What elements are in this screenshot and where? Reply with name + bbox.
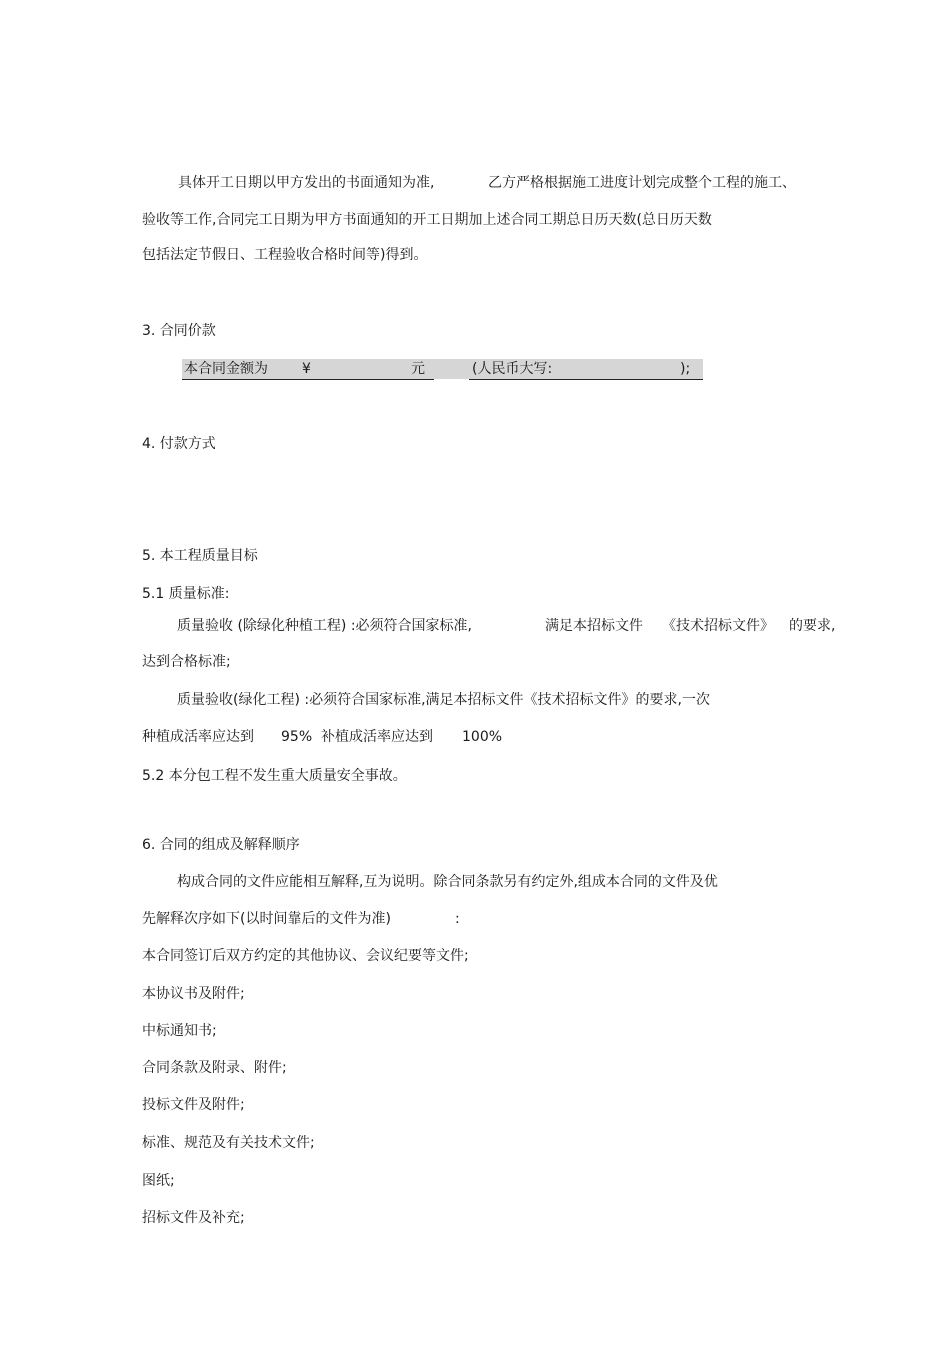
list-item: 中标通知书; xyxy=(142,1023,217,1039)
unit-label: 元 xyxy=(411,361,425,377)
section-3-title: 3. 合同价款 xyxy=(142,323,216,339)
amount-underline xyxy=(182,379,434,380)
section-5-1-heading: 5.1 质量标准: xyxy=(142,586,230,602)
section-5-title: 5. 本工程质量目标 xyxy=(142,548,258,564)
rmb-underline xyxy=(469,379,703,380)
list-item: 本合同签订后双方约定的其他协议、会议纪要等文件; xyxy=(142,948,469,964)
currency-symbol: ¥ xyxy=(302,361,311,377)
quality-text: 质量验收 (除绿化种植工程) :必须符合国家标准, xyxy=(177,618,472,634)
amount-label: 本合同金额为 xyxy=(184,361,268,377)
list-item: 图纸; xyxy=(142,1173,175,1189)
section-6-paragraph-line-1: 构成合同的文件应能相互解释,互为说明。除合同条款另有约定外,组成本合同的文件及优 xyxy=(177,874,718,890)
rmb-label: (人民币大写: xyxy=(472,361,553,377)
quality-text: 满足本招标文件 xyxy=(545,618,643,634)
list-item: 标准、规范及有关技术文件; xyxy=(142,1135,315,1151)
section-6-title: 6. 合同的组成及解释顺序 xyxy=(142,837,300,853)
intro-text: 乙方严格根据施工进度计划完成整个工程的施工、 xyxy=(488,175,796,191)
section-4-title: 4. 付款方式 xyxy=(142,436,216,452)
quality-text: 《技术招标文件》 xyxy=(662,618,774,634)
rmb-end: ); xyxy=(680,361,691,377)
replant-rate: 100% xyxy=(462,729,503,745)
list-item: 招标文件及补充; xyxy=(142,1210,245,1226)
quality-line-3: 质量验收(绿化工程) :必须符合国家标准,满足本招标文件《技术招标文件》的要求,一次 xyxy=(177,692,710,708)
quality-line-2: 达到合格标准; xyxy=(142,654,231,670)
order-colon: : xyxy=(455,911,460,927)
section-5-2-heading: 5.2 本分包工程不发生重大质量安全事故。 xyxy=(142,768,407,784)
quality-text: 的要求, xyxy=(789,618,836,634)
intro-line-3: 包括法定节假日、工程验收合格时间等)得到。 xyxy=(142,247,428,263)
list-item: 投标文件及附件; xyxy=(142,1097,245,1113)
survival-rate: 95% xyxy=(281,729,313,745)
list-item: 本协议书及附件; xyxy=(142,986,245,1002)
intro-line-2: 验收等工作,合同完工日期为甲方书面通知的开工日期加上述合同工期总日历天数(总日历天数 xyxy=(142,212,712,228)
intro-text: 具体开工日期以甲方发出的书面通知为准, xyxy=(178,175,435,191)
survival-label: 种植成活率应达到 xyxy=(142,729,254,745)
order-text: 先解释次序如下(以时间靠后的文件为准) xyxy=(142,911,391,927)
list-item: 合同条款及附录、附件; xyxy=(142,1060,287,1076)
replant-label: 补植成活率应达到 xyxy=(321,729,433,745)
